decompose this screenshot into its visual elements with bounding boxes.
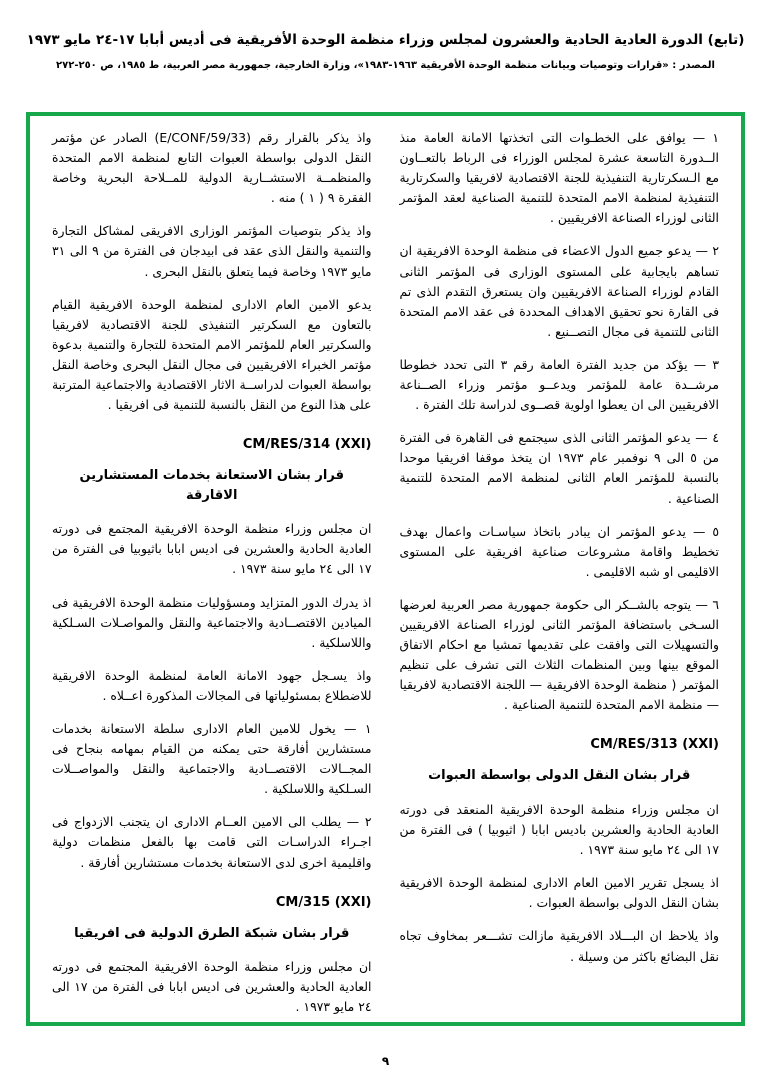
column-right <box>400 128 720 1012</box>
paragraph: ١ — يخول للامين العام الادارى سلطة الاستعانة بخدمات مستشارين أفارقة حتى يمكنه من القيام بمهامه بنجاح فى المجــالات الاقتصــادية والاجتماعية والنقل والمواصــلات السـلكية واللاسلكية . <box>52 720 372 797</box>
page-source-note: المصدر : «قرارات وتوصيات وبيانات منظمة الوحدة الأفريقية ١٩٦٣-١٩٨٣»، وزارة الخارجية، جمهورية مصر العربية، ط ١٩٨٥، ص ٢٥٠-٢٧٢ <box>56 60 715 72</box>
paragraph: ١ — يوافق على الخطـوات التى اتخذتها الامانة العامة منذ الــدورة التاسعة عشرة لمجلس الوزراء فى الرباط بالتعــاون مع الـسكرتارية التنفيذية للجنة الاقتصادية لافريقيا والسكرتارية التنفيذية لمنظمة الامم المتحدة للتنمية الصناعية لعقد المؤتمر الثانى لوزراء الصناعة الافريقيين . <box>399 130 719 226</box>
resolution-title: قرار بشان الاستعانة بخدمات المستشارين الاقارقة <box>79 468 344 503</box>
paragraph: ٢ — يدعو جميع الدول الاعضاء فى منظمة الوحدة الافريقية ان تساهم بايجابية على المستوى الوزارى فى المؤتمر الثانى القادم لوزراء الصناعة الافريقيين وان يستعرق التقدم الذى تم فى القارة نحو تحقيق الاهداف المحددة فى عقد الامم المتحدة الثانى للتنمية فى مجال التصــنيع . <box>399 243 719 339</box>
paragraph: ٣ — يؤكد من جديد الفترة العامة رقم ٣ التى تحدد خطوطا مرشــدة عامة للمؤتمر ويدعــو مؤتمر وزراء الصــناعة الافريقيين الى ان يعطوا اولوية قصــوى لدراسة تلك الفترة . <box>399 356 719 413</box>
page-header <box>0 0 771 73</box>
paragraph: يدعو الامين العام الادارى لمنظمة الوحدة الافريقية القيام بالتعاون مع السكرتير التنفيذى للجنة الاقتصادية لافريقيا والسكرتير العام للمؤتمر الامم المتحدة للتجارة والتنمية بدعوة مؤتمر الخبراء الافريقيين فى مجال النقل البحرى وخاصة النقل بواسطة العبوات لدراســة الاثار الاقتصادية والاجتماعية المترتبة على هذا النوع من النقل بالنسبة للتنمية فى افريقيا . <box>52 296 372 413</box>
paragraph: ان مجلس وزراء منظمة الوحدة الافريقية المجتمع فى دورته العادية الحادية والعشرين فى اديس ابابا باثيوبيا فى الفترة من ١٧ الى ٢٤ مايو سنة ١٩٧٣ . <box>52 521 372 577</box>
resolution-title: قرار بشان النقل الدولى بواسطة العبوات <box>428 768 691 784</box>
paragraph: واذ يلاحظ ان البـــلاد الافريقية مازالت تشـــعر بمخاوف تجاه نقل البضائع باكثر من وسيلة . <box>399 928 719 964</box>
paragraph: ٤ — يدعو المؤتمر الثانى الذى سيجتمع فى القاهرة فى الفترة من ٥ الى ٩ نوفمبر عام ١٩٧٣ ان يتخذ موقفا افريقيا موحدا بالنسبة للمؤتمر العام الثانى لمنظمة الامم المتحدة للتنمية الصناعية . <box>399 430 719 506</box>
two-column-body <box>34 118 737 1020</box>
paragraph: اذ يدرك الدور المتزايد ومسؤوليات منظمة الوحدة الافريقية فى الميادين الاقتصــادية والاجتماعية والنقل والمواصـلات السـلكية واللاسلكية . <box>52 594 372 650</box>
paragraph: ٦ — يتوجه بالشــكر الى حكومة جمهورية مصر العربية لعرضها السـخى باستضافة المؤتمر الثانى لوزراء الصناعة الافريقيين والتسهيلات التى وافقت على تقديمها تمشيا مع احكام الاتفاق الموقع بينها وبين المنظمات الثلاث التى تشرف على تنظيم المؤتمر ( منظمة الوحدة الافريقية — اللجنة الاقتصادية لافريقيا — منظمة الامم المتحدة للتنمية الصناعية . <box>399 596 719 713</box>
paragraph: ٢ — يطلب الى الامين العــام الادارى ان يتجنب الازدواج فى اجـراء الدراسـات التى قامت بها بالفعل منظمات دولية واقليمية اخرى لدى الاستعانة بخدمات مستشارين أفارقة . <box>52 814 372 870</box>
paragraph: ٥ — يدعو المؤتمر ان يبادر باتخاذ سياسـات واعمال بهدف تخطيط واقامة مشروعات صناعية افريقية على المستوى الاقليمى او شبه الاقليمى . <box>399 523 719 579</box>
paragraph: واذ يذكر بتوصيات المؤتمر الوزارى الافريقى لمشاكل التجارة والتنمية والنقل الذى عقد فى ابيدجان فى الفترة من ٩ الى ٣١ مايو ١٩٧٣ وخاصة فيما يتعلق بالنقل البحرى . <box>52 223 372 279</box>
resolution-identifier: CM/315 (XXI) <box>275 894 372 910</box>
paragraph: واذ يسـجل جهود الامانة العامة لمنظمة الوحدة الافريقية للاضطلاع بمسئولياتها فى المجالات المذكورة اعــلاه . <box>52 667 372 703</box>
page-number: ٩ <box>381 1054 390 1068</box>
paragraph: ان مجلس وزراء منظمة الوحدة الافريقية المجتمع فى دورته العادية الحادية والعشرين فى اديس ابابا فى الفترة من ١٧ الى ٢٤ مايو ١٩٧٣ . <box>52 959 372 1015</box>
paragraph: اذ يسجل تقرير الامين العام الادارى لمنظمة الوحدة الافريقية بشان النقل الدولى بواسطة العبوات . <box>399 875 719 911</box>
paragraph: واذ يذكر بالقرار رقم (E/CONF/59/33) الصادر عن مؤتمر النقل الدولى بواسطة العبوات التابع لمنظمة الامم المتحدة والمنظمــة الاستشــارية الدولية للمــلاحة البحرية وخاصة الفقرة ٩ ( ١ ) منه . <box>52 130 372 206</box>
column-left <box>52 128 372 1015</box>
resolution-identifier: CM/RES/314 (XXI) <box>242 437 372 453</box>
page-title: (تابع) الدورة العادية الحادية والعشرون لمجلس وزراء منظمة الوحدة الأفريقية فى أديس أبابا ١٧-٢٤ مايو ١٩٧٣ <box>26 32 745 48</box>
resolution-title: قرار بشان شبكة الطرق الدولية فى افريقيا <box>74 925 350 941</box>
paragraph: ان مجلس وزراء منظمة الوحدة الافريقية المنعقد فى دورته العادية الحادية والعشرين باديس ابابا ( اثيوبيا ) فى الفترة من ١٧ الى ٢٤ مايو سنة ١٩٧٣ . <box>399 801 719 858</box>
resolution-identifier: CM/RES/313 (XXI) <box>590 737 719 753</box>
